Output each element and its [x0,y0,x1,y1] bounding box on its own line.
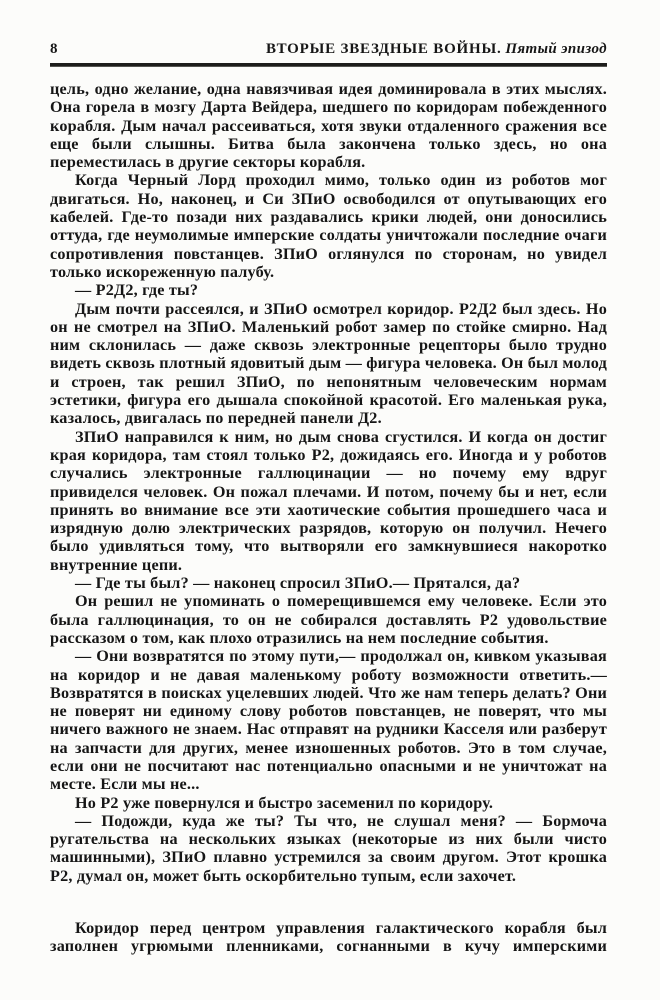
paragraph: — Где ты был? — наконец спросил ЗПиО.— Прятался, да? [75,574,521,593]
paragraph: — Они возвратятся по этому пути,— продолжал он, кивком указывая на коридор и не давая маленькому роботу возможности ответить.— Возвратятся в поисках уцелевших людей. Что же нам теперь делать? Они не поверят ни единому слову роботов повстанцев, не поверят, что мы ничего важного не знаем. Нас отправят на рудники Касселя или разберут на запчасти для других, менее изношенных роботов. Это в том случае, если они не посчитают нас потенциально опасными и не уничтожат на месте. Если мы не... [50,647,607,794]
paragraph: — Подожди, куда же ты? Ты что, не слушал меня? — Бормоча ругательства на нескольких языках (некоторые из них были чисто машинными), ЗПиО плавно устремился за своим другом. Этот крошка Р2, думал он, может быть оскорбительно тупым, если захочет. [50,811,607,885]
page-body [50,80,607,956]
paragraph: — Р2Д2, где ты? [75,281,199,300]
header-title-group [266,40,607,58]
page-number: 8 [50,41,58,57]
paragraph: Дым почти рассеялся, и ЗПиО осмотрел коридор. Р2Д2 был здесь. Но он не смотрел на ЗПиО. Маленький робот замер по стойке смирно. Над ним склонилась — даже сквозь электронные рецепторы было трудно видеть сквозь плотный ядовитый дым — фигура человека. Он был молод и строен, так решил ЗПиО, по непонятным человеческим нормам эстетики, фигура его дышала спокойной красотой. Его маленькая рука, казалось, двигалась по передней панели Д2. [50,299,607,428]
running-header [50,40,607,58]
paragraph: Но Р2 уже повернулся и быстро засеменил по коридору. [75,793,494,812]
paragraph: ЗПиО направился к ним, но дым снова сгустился. И когда он достиг края коридора, там стоял только Р2, дожидаясь его. Иногда и у роботов случались электронные галлюцинации — но почему ему вдруг привиделся человек. Он пожал плечами. И потом, почему бы и нет, если принять во внимание все эти хаотические события прошедшего часа и изрядную долю электрических разрядов, которую он получил. Нечего было удивляться тому, что вытворяли его замкнувшиеся накоротко внутренние цепи. [50,427,607,574]
paragraph: цель, одно желание, одна навязчивая идея доминировала в этих мыслях. Она горела в мозгу Дарта Вейдера, шедшего по коридорам побежденного корабля. Дым начал рассеиваться, хотя звуки отдаленного сражения все еще были слышны. Битва была закончена только здесь, но она переместилась в другие секторы корабля. [50,80,607,172]
header-title: ВТОРЫЕ ЗВЕЗДНЫЕ ВОЙНЫ. [265,41,502,57]
paragraph: Он решил не упоминать о померещившемся ему человеке. Если это была галлюцинация, то он не собирался доставлять Р2 удовольствие рассказом о том, как плохо отразились на нем последние события. [50,592,607,647]
paragraph: Коридор перед центром управления галактического корабля был заполнен угрюмыми пленниками, согнанными в кучу имперскими [50,919,607,956]
paragraph: Когда Черный Лорд проходил мимо, только один из роботов мог двигаться. Но, наконец, и Си ЗПиО освободился от опутывающих его кабелей. Где-то позади них раздавались крики людей, они доносились оттуда, где неумолимые имперские солдаты уничтожали последние очаги сопротивления повстанцев. ЗПиО оглянулся по сторонам, но увидел только искореженную палубу. [50,171,607,281]
header-rule [50,63,607,67]
header-episode: Пятый эпизод [505,41,607,57]
